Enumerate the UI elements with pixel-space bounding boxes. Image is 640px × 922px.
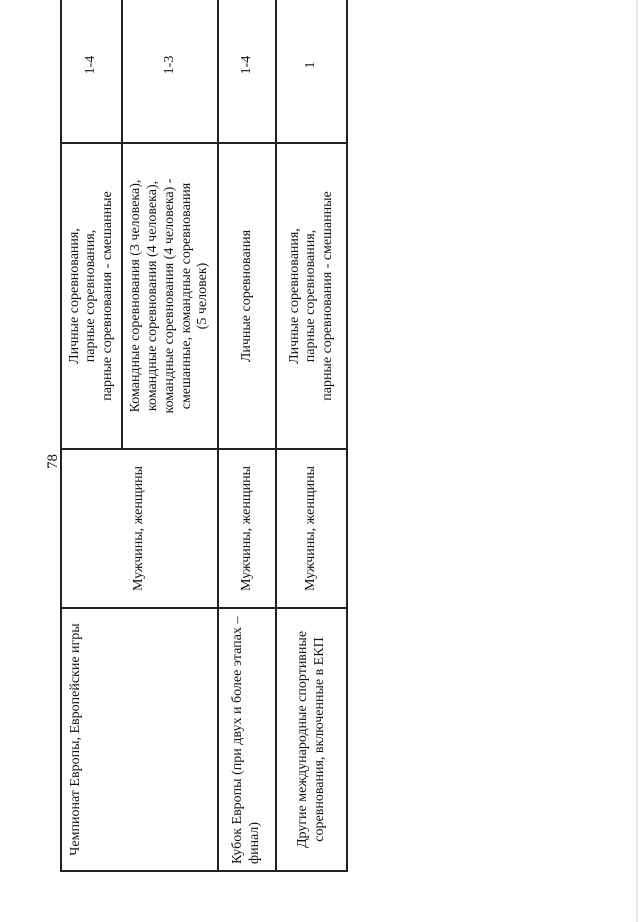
type-line: Личные соревнования (238, 229, 254, 363)
table-row (218, 0, 276, 871)
type-line: парные соревнования - смешанные (320, 191, 336, 401)
place-range: 1-3 (122, 0, 218, 143)
table-row (276, 0, 347, 871)
type-line: (5 человек) (195, 262, 211, 330)
table-row (61, 0, 122, 871)
type-line: командные соревнования (4 человека) - (161, 178, 177, 414)
scan-edge-mark (636, 0, 638, 922)
place-range: 1 (276, 0, 347, 143)
competition-name: Другие международные спортивные соревнования, включенные в ЕКП (276, 608, 347, 871)
competition-name: Кубок Европы (при двух и более этапах – финал) (218, 608, 276, 871)
type-line: Личные соревнования, (66, 228, 82, 364)
type-line: парные соревнования, (303, 229, 319, 363)
gender-cell: Мужчины, женщины (218, 449, 276, 608)
type-line: Командные соревнования (3 человека), (128, 179, 144, 413)
type-line: парные соревнования, (83, 229, 99, 363)
competition-type (61, 143, 122, 449)
type-line: Личные соревнования, (286, 228, 302, 364)
gender-cell: Мужчины, женщины (61, 449, 218, 608)
type-line: смешанные, командные соревнования (178, 182, 194, 410)
competition-type (218, 143, 276, 449)
type-line: командные соревнования (4 человека), (145, 180, 161, 412)
page-number: 78 (45, 454, 61, 469)
competition-type (276, 143, 347, 449)
competition-name: Чемпионат Европы, Европейские игры (61, 608, 218, 871)
place-range: 1-4 (61, 0, 122, 143)
competition-type (122, 143, 218, 449)
type-line: парные соревнования - смешанные (100, 191, 116, 401)
place-range: 1-4 (218, 0, 276, 143)
rotated-table-frame (60, 44, 348, 872)
competition-table (60, 0, 348, 872)
gender-cell: Мужчины, женщины (276, 449, 347, 608)
table-container (60, 44, 348, 872)
